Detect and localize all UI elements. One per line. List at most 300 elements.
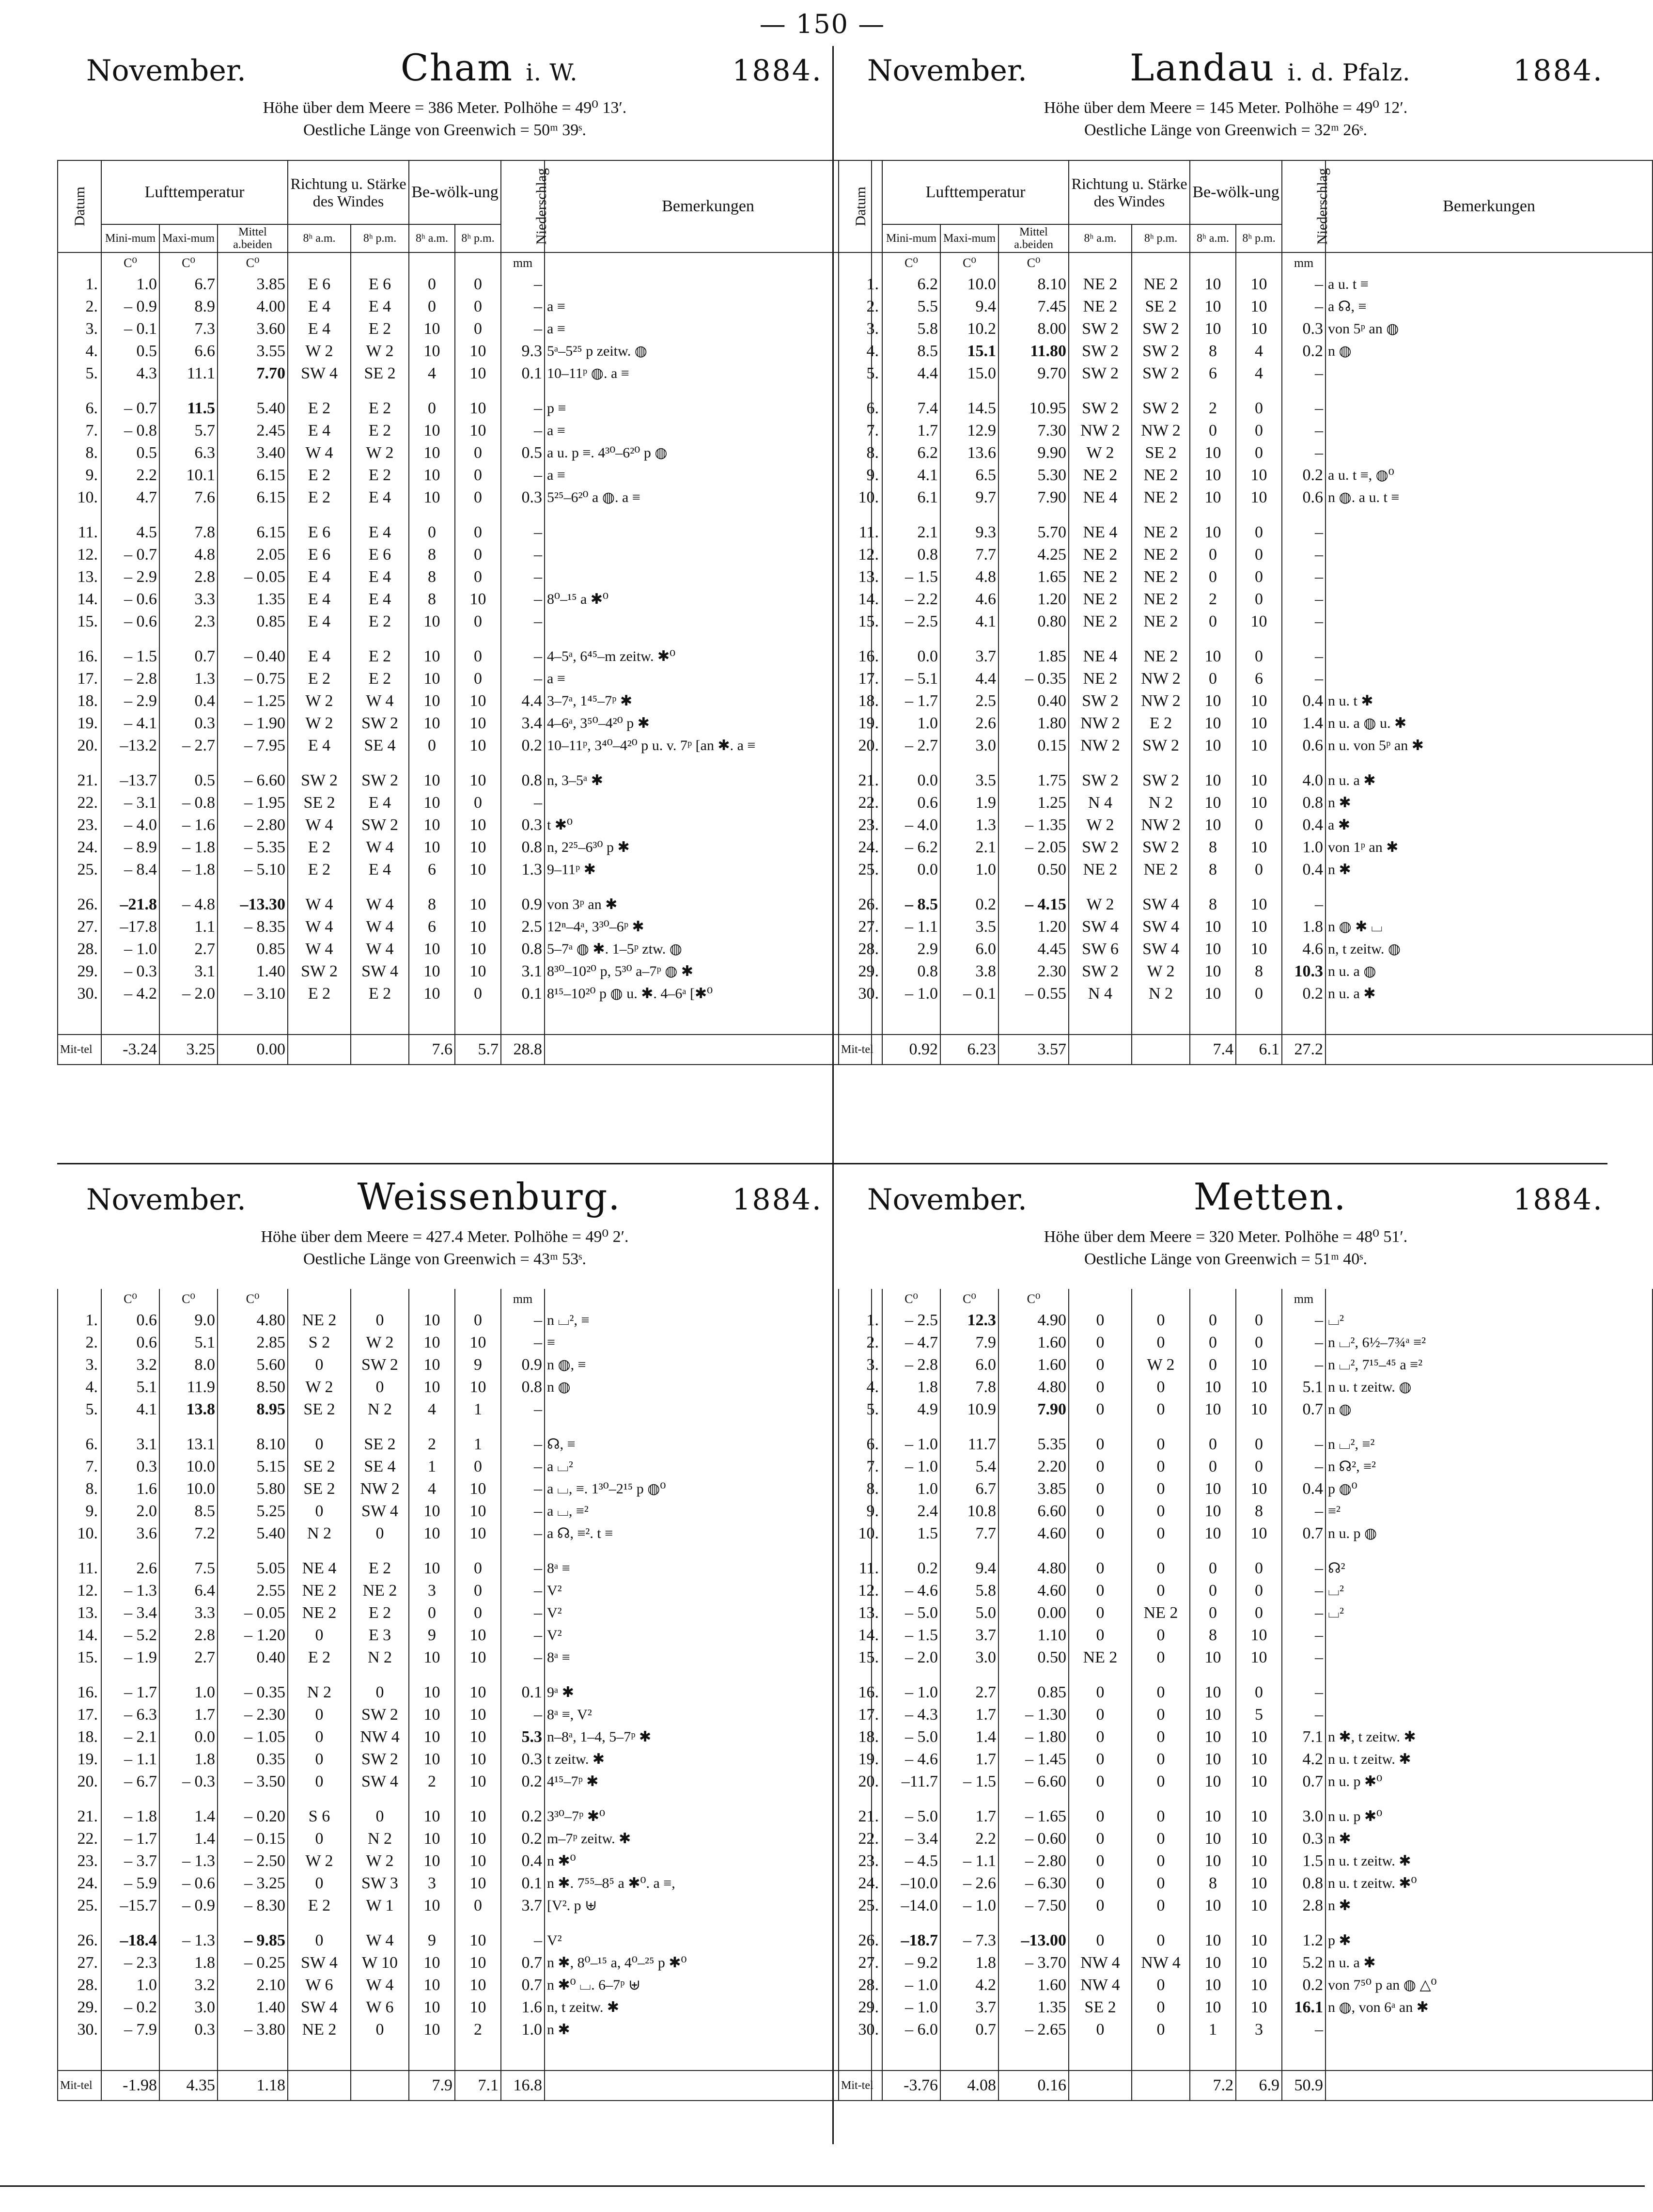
cell-rem: [V². p ⊎: [545, 1895, 872, 1917]
cell-windam: NE 2: [1069, 566, 1132, 588]
cell-datum: 25.: [58, 859, 101, 881]
cell-datum: 11.: [839, 1557, 882, 1580]
cell-bewpm: 10: [1236, 1748, 1282, 1771]
header-bemerkungen-text: Bemerkungen: [662, 197, 754, 215]
mean-cell: 28.8: [501, 1035, 545, 1065]
day-row: [839, 1930, 1653, 1952]
cell-windpm: NW 2: [1132, 814, 1190, 836]
cell-nied: 0.4: [501, 1850, 545, 1872]
cell-mini: – 3.1: [101, 792, 159, 814]
cell-rem: n ✱, 8⁰–¹⁵ a, 4⁰–²⁵ p ✱⁰: [545, 1952, 872, 1974]
cell-mini: – 4.7: [882, 1332, 940, 1354]
cell-mini: 4.1: [882, 464, 940, 486]
cell-datum: 28.: [58, 1974, 101, 1996]
cell-windam: E 6: [288, 521, 351, 544]
cell-bewpm: 10: [1236, 1996, 1282, 2019]
cell-bewam: 8: [1190, 836, 1236, 859]
cell-nied: 9.3: [501, 340, 545, 362]
cell-mittel: 1.35: [998, 1996, 1069, 2019]
cell-nied: 0.8: [501, 1376, 545, 1398]
cell-bewpm: 10: [455, 397, 501, 420]
header-bew-pm: [1236, 224, 1282, 252]
cell-rem: 8ᵃ ≡, V²: [545, 1704, 872, 1726]
cell-mini: – 2.8: [101, 668, 159, 690]
cell-rem: [1326, 420, 1653, 442]
cell-windpm: NE 2: [1132, 486, 1190, 509]
header-datum-text: Datum: [852, 187, 869, 226]
cell-maxi: 3.5: [940, 916, 998, 938]
cell-nied: 0.9: [501, 894, 545, 916]
cell-rem: [1326, 1624, 1653, 1647]
day-row: [58, 544, 872, 566]
cell-bewpm: 10: [455, 1704, 501, 1726]
cell-nied: –: [1282, 397, 1326, 420]
cell-bewpm: 0: [1236, 1557, 1282, 1580]
cell-rem: n ✱: [1326, 859, 1653, 881]
header-minimum-text: Mini-mum: [886, 232, 936, 245]
cell-maxi: 11.1: [159, 362, 218, 385]
cell-windam: NE 2: [1069, 1647, 1132, 1669]
cell-mittel: 0.85: [218, 611, 288, 633]
cell-windam: E 2: [288, 836, 351, 859]
cell-maxi: 8.0: [159, 1354, 218, 1376]
cell-rem: [1326, 1647, 1653, 1669]
day-row: [839, 1748, 1653, 1771]
cell-datum: 12.: [58, 544, 101, 566]
cell-mittel: – 8.30: [218, 1895, 288, 1917]
cell-nied: –: [1282, 442, 1326, 464]
cell-bewpm: 10: [455, 362, 501, 385]
cell-nied: –: [1282, 1433, 1326, 1456]
day-row: [839, 521, 1653, 544]
cell-windam: E 4: [288, 611, 351, 633]
cell-mini: 2.4: [882, 1500, 940, 1522]
cell-datum: 15.: [58, 1647, 101, 1669]
cell-rem: n ✱: [1326, 792, 1653, 814]
unit-cell: C⁰: [218, 1289, 288, 1309]
cell-nied: –: [501, 1580, 545, 1602]
cell-nied: –: [1282, 1580, 1326, 1602]
mean-cell: 7.2: [1190, 2071, 1236, 2101]
cell-bewpm: 10: [455, 690, 501, 712]
cell-bewam: 10: [1190, 1895, 1236, 1917]
cell-bewpm: 10: [1236, 769, 1282, 792]
cell-nied: 0.5: [501, 442, 545, 464]
header-niederschlag: [501, 160, 550, 252]
cell-mittel: 0.00: [998, 1602, 1069, 1624]
cell-windpm: E 2: [351, 420, 409, 442]
cell-rem: von 1ᵖ an ✱: [1326, 836, 1653, 859]
cell-mittel: 4.45: [998, 938, 1069, 960]
cell-mittel: – 0.05: [218, 1602, 288, 1624]
cell-rem: n u. t zeitw. ✱⁰: [1326, 1872, 1653, 1895]
cell-windam: 0: [1069, 1500, 1132, 1522]
cell-rem: [1326, 397, 1653, 420]
cell-windam: 0: [1069, 1624, 1132, 1647]
cell-windam: SE 2: [288, 1456, 351, 1478]
cell-rem: von 5ᵖ an ◍: [1326, 318, 1653, 340]
cell-windam: E 2: [288, 1647, 351, 1669]
day-row: [839, 1771, 1653, 1793]
cell-nied: –: [1282, 544, 1326, 566]
cell-maxi: – 1.5: [940, 1771, 998, 1793]
cell-mittel: 6.15: [218, 464, 288, 486]
cell-nied: –: [501, 296, 545, 318]
cell-windpm: SW 4: [351, 1500, 409, 1522]
cell-datum: 19.: [58, 712, 101, 735]
cell-bewam: 8: [1190, 1872, 1236, 1895]
cell-rem: n u. a ◍: [1326, 960, 1653, 983]
cell-datum: 1.: [839, 273, 882, 296]
unit-cell: C⁰: [940, 1289, 998, 1309]
station-meta-longitude: Oestliche Länge von Greenwich = 32ᵐ 26ˢ.: [1084, 121, 1367, 139]
cell-maxi: 0.3: [159, 712, 218, 735]
cell-rem: p ≡: [545, 397, 872, 420]
cell-maxi: 2.7: [940, 1681, 998, 1704]
cell-mini: 4.4: [882, 362, 940, 385]
cell-bewpm: 10: [1236, 894, 1282, 916]
cell-windpm: E 2: [351, 611, 409, 633]
cell-windpm: NE 2: [1132, 273, 1190, 296]
cell-mini: – 1.5: [882, 566, 940, 588]
unit-cell: mm: [501, 252, 545, 273]
cell-bewpm: 0: [455, 318, 501, 340]
cell-windpm: E 4: [351, 792, 409, 814]
unit-cell: C⁰: [159, 252, 218, 273]
cell-bewam: 10: [1190, 960, 1236, 983]
cell-mittel: 0.15: [998, 735, 1069, 757]
cell-datum: 28.: [839, 938, 882, 960]
cell-rem: 10–11ᵖ ◍. a ≡: [545, 362, 872, 385]
cell-windpm: E 2: [351, 645, 409, 668]
day-row: [58, 1354, 872, 1376]
cell-maxi: 3.3: [159, 588, 218, 611]
cell-nied: –: [1282, 1332, 1326, 1354]
cell-bewpm: 10: [1236, 916, 1282, 938]
cell-bewpm: 0: [1236, 1309, 1282, 1332]
cell-maxi: 10.2: [940, 318, 998, 340]
cell-datum: 2.: [839, 296, 882, 318]
cell-windam: E 4: [288, 645, 351, 668]
cell-nied: 7.1: [1282, 1726, 1326, 1748]
cell-bewpm: 0: [1236, 566, 1282, 588]
cell-nied: –: [501, 1704, 545, 1726]
cell-bewpm: 6: [1236, 668, 1282, 690]
cell-windpm: 0: [1132, 1828, 1190, 1850]
header-bew-am: [1190, 224, 1236, 252]
cell-datum: 16.: [839, 1681, 882, 1704]
cell-maxi: 5.0: [940, 1602, 998, 1624]
horizontal-divider: [57, 1163, 1607, 1164]
day-row: [839, 362, 1653, 385]
cell-windpm: E 2: [351, 668, 409, 690]
cell-datum: 4.: [839, 340, 882, 362]
mean-cell: Mit-tel: [839, 1035, 882, 1065]
cell-maxi: 2.3: [159, 611, 218, 633]
cell-bewpm: 10: [455, 836, 501, 859]
cell-nied: –: [1282, 566, 1326, 588]
cell-windam: E 4: [288, 566, 351, 588]
cell-bewpm: 10: [455, 960, 501, 983]
cell-mittel: 1.35: [218, 588, 288, 611]
unit-cell: [409, 1289, 455, 1309]
cell-mini: – 1.3: [101, 1580, 159, 1602]
cell-bewam: 10: [409, 1681, 455, 1704]
cell-bewpm: 10: [1236, 1726, 1282, 1748]
cell-windpm: 0: [1132, 1805, 1190, 1828]
cell-bewam: 10: [1190, 814, 1236, 836]
day-row: [58, 2019, 872, 2041]
station-suffix: i. W.: [526, 59, 578, 86]
cell-mini: 0.8: [882, 544, 940, 566]
cell-rem: [1326, 566, 1653, 588]
cell-maxi: 10.0: [159, 1456, 218, 1478]
cell-windam: 0: [1069, 1771, 1132, 1793]
header-lufttemperatur-text: Lufttemperatur: [144, 183, 245, 201]
cell-mittel: 1.40: [218, 1996, 288, 2019]
unit-cell: [1069, 252, 1132, 273]
cell-bewpm: 0: [455, 1557, 501, 1580]
cell-maxi: 8.9: [159, 296, 218, 318]
day-row: [58, 1974, 872, 1996]
cell-mini: –11.7: [882, 1771, 940, 1793]
cell-windpm: NE 2: [1132, 464, 1190, 486]
cell-bewam: 10: [409, 836, 455, 859]
cell-bewpm: 5: [1236, 1704, 1282, 1726]
cell-datum: 20.: [839, 1771, 882, 1793]
cell-rem: n, 3–5ᵃ ✱: [545, 769, 872, 792]
cell-datum: 7.: [58, 420, 101, 442]
cell-bewpm: 0: [1236, 544, 1282, 566]
cell-bewam: 10: [1190, 1748, 1236, 1771]
cell-windam: 0: [288, 1771, 351, 1793]
header-wind-am-text: 8ʰ a.m.: [303, 232, 336, 245]
cell-datum: 26.: [839, 1930, 882, 1952]
cell-maxi: 1.0: [159, 1681, 218, 1704]
header-bemerkungen: [545, 160, 872, 252]
cell-nied: 0.1: [501, 1681, 545, 1704]
cell-bewpm: 0: [455, 645, 501, 668]
cell-bewpm: 10: [455, 1748, 501, 1771]
cell-rem: [1326, 588, 1653, 611]
cell-mittel: 0.50: [998, 1647, 1069, 1669]
cell-mittel: – 7.95: [218, 735, 288, 757]
cell-mittel: – 2.80: [998, 1850, 1069, 1872]
cell-rem: n u. a ✱: [1326, 983, 1653, 1005]
cell-maxi: 7.5: [159, 1557, 218, 1580]
cell-mittel: 3.40: [218, 442, 288, 464]
cell-windpm: 0: [1132, 1850, 1190, 1872]
cell-nied: –: [501, 1309, 545, 1332]
day-row: [839, 273, 1653, 296]
cell-bewam: 10: [1190, 1647, 1236, 1669]
cell-mittel: – 3.80: [218, 2019, 288, 2041]
header-mittel: [218, 224, 288, 252]
cell-rem: V²: [545, 1930, 872, 1952]
cell-rem: a u. p ≡. 4³⁰–6²⁰ p ◍: [545, 442, 872, 464]
cell-nied: 0.7: [501, 1952, 545, 1974]
cell-mittel: 2.30: [998, 960, 1069, 983]
day-row: [58, 273, 872, 296]
cell-windam: 0: [1069, 1309, 1132, 1332]
cell-nied: 0.8: [501, 769, 545, 792]
cell-windam: E 2: [288, 983, 351, 1005]
cell-bewpm: 10: [455, 916, 501, 938]
mean-cell: 4.08: [940, 2071, 998, 2101]
cell-bewam: 0: [1190, 611, 1236, 633]
cell-rem: [1326, 362, 1653, 385]
cell-mittel: 11.80: [998, 340, 1069, 362]
cell-rem: [1326, 894, 1653, 916]
station-meta-longitude: Oestliche Länge von Greenwich = 51ᵐ 40ˢ.: [1084, 1250, 1367, 1268]
cell-mittel: – 1.05: [218, 1726, 288, 1748]
cell-windam: 0: [288, 1354, 351, 1376]
cell-datum: 10.: [58, 486, 101, 509]
cell-rem: V²: [545, 1602, 872, 1624]
cell-mini: – 8.9: [101, 836, 159, 859]
unit-cell: [288, 1289, 351, 1309]
mean-cell: 6.1: [1236, 1035, 1282, 1065]
cell-nied: 0.4: [1282, 814, 1326, 836]
day-row: [839, 1557, 1653, 1580]
cell-mittel: – 4.15: [998, 894, 1069, 916]
cell-bewam: 8: [409, 894, 455, 916]
mean-cell: Mit-tel: [58, 1035, 101, 1065]
cell-windpm: E 6: [351, 544, 409, 566]
mean-cell: [1326, 2071, 1653, 2101]
cell-nied: 1.0: [501, 2019, 545, 2041]
cell-windpm: SE 2: [1132, 296, 1190, 318]
cell-rem: p ◍⁰: [1326, 1478, 1653, 1500]
cell-nied: –: [501, 1500, 545, 1522]
station-name: [358, 1175, 621, 1218]
cell-maxi: 10.9: [940, 1398, 998, 1421]
cell-rem: 5ᵃ–5²⁵ p zeitw. ◍: [545, 340, 872, 362]
cell-windpm: E 2: [351, 1557, 409, 1580]
cell-maxi: 1.7: [940, 1748, 998, 1771]
cell-bewpm: 10: [1236, 792, 1282, 814]
cell-mini: – 1.7: [882, 690, 940, 712]
cell-bewam: 1: [409, 1456, 455, 1478]
day-row: [839, 1895, 1653, 1917]
cell-windam: E 4: [288, 296, 351, 318]
cell-windpm: E 2: [351, 464, 409, 486]
cell-windpm: NE 2: [1132, 859, 1190, 881]
cell-datum: 20.: [839, 735, 882, 757]
cell-nied: –: [501, 588, 545, 611]
day-row: [58, 1681, 872, 1704]
cell-maxi: 8.5: [159, 1500, 218, 1522]
cell-mittel: 0.85: [998, 1681, 1069, 1704]
cell-windpm: SW 2: [1132, 318, 1190, 340]
cell-bewpm: 4: [1236, 340, 1282, 362]
cell-bewam: 10: [1190, 916, 1236, 938]
station-suffix: i. d. Pfalz.: [1287, 59, 1411, 86]
cell-nied: –: [501, 544, 545, 566]
cell-maxi: 7.8: [940, 1376, 998, 1398]
cell-windam: SW 6: [1069, 938, 1132, 960]
cell-nied: 1.3: [501, 859, 545, 881]
cell-rem: 3³⁰–7ᵖ ✱⁰: [545, 1805, 872, 1828]
cell-windam: NW 4: [1069, 1952, 1132, 1974]
cell-windpm: 0: [1132, 1500, 1190, 1522]
cell-windpm: W 4: [351, 690, 409, 712]
cell-bewpm: 0: [455, 1602, 501, 1624]
cell-windpm: NE 2: [1132, 544, 1190, 566]
cell-bewam: 0: [409, 273, 455, 296]
day-row: [839, 1647, 1653, 1669]
station-meta-longitude: Oestliche Länge von Greenwich = 43ᵐ 53ˢ.: [303, 1250, 586, 1268]
mean-row: [58, 2071, 872, 2101]
mean-cell: Mit-tel: [58, 2071, 101, 2101]
cell-bewam: 10: [409, 464, 455, 486]
cell-nied: 3.0: [1282, 1805, 1326, 1828]
cell-mittel: – 0.35: [218, 1681, 288, 1704]
cell-bewpm: 10: [1236, 1952, 1282, 1974]
cell-datum: 23.: [58, 1850, 101, 1872]
day-row: [58, 938, 872, 960]
cell-windpm: NW 2: [1132, 420, 1190, 442]
day-row: [58, 916, 872, 938]
mean-cell: 6.23: [940, 1035, 998, 1065]
cell-mittel: 6.15: [218, 521, 288, 544]
cell-rem: n u. von 5ᵖ an ✱: [1326, 735, 1653, 757]
day-row: [839, 792, 1653, 814]
cell-rem: [1326, 544, 1653, 566]
cell-maxi: 7.6: [159, 486, 218, 509]
cell-datum: 17.: [58, 1704, 101, 1726]
cell-windpm: W 2: [351, 1850, 409, 1872]
cell-datum: 14.: [839, 588, 882, 611]
cell-nied: –: [501, 464, 545, 486]
cell-bewpm: 0: [455, 296, 501, 318]
cell-bewam: 10: [409, 1704, 455, 1726]
cell-nied: 0.2: [1282, 340, 1326, 362]
day-row: [58, 1376, 872, 1398]
cell-mittel: 4.80: [998, 1557, 1069, 1580]
cell-nied: 0.2: [501, 1771, 545, 1793]
cell-windpm: SW 2: [351, 712, 409, 735]
cell-windpm: 0: [351, 1681, 409, 1704]
day-row: [58, 645, 872, 668]
cell-mini: – 4.6: [882, 1580, 940, 1602]
cell-windam: SW 2: [1069, 397, 1132, 420]
cell-mittel: 10.95: [998, 397, 1069, 420]
cell-windam: 0: [288, 1872, 351, 1895]
cell-windam: NE 2: [1069, 544, 1132, 566]
cell-bewpm: 0: [455, 611, 501, 633]
day-row: [839, 566, 1653, 588]
cell-maxi: 1.7: [940, 1704, 998, 1726]
header-niederschlag-text: Niederschlag: [533, 168, 550, 245]
cell-windpm: SW 4: [1132, 916, 1190, 938]
cell-datum: 26.: [58, 1930, 101, 1952]
day-row: [58, 442, 872, 464]
cell-nied: –: [1282, 1704, 1326, 1726]
cell-mittel: 7.90: [998, 1398, 1069, 1421]
cell-mittel: – 0.20: [218, 1805, 288, 1828]
cell-maxi: 5.8: [940, 1580, 998, 1602]
cell-datum: 7.: [839, 1456, 882, 1478]
day-row: [58, 1850, 872, 1872]
cell-bewam: 10: [1190, 938, 1236, 960]
cell-bewam: 10: [1190, 1930, 1236, 1952]
cell-rem: n u. t zeitw. ✱: [1326, 1748, 1653, 1771]
cell-bewam: 10: [1190, 1478, 1236, 1500]
cell-datum: 9.: [839, 464, 882, 486]
mean-cell: [351, 2071, 409, 2101]
day-row: [58, 1522, 872, 1545]
